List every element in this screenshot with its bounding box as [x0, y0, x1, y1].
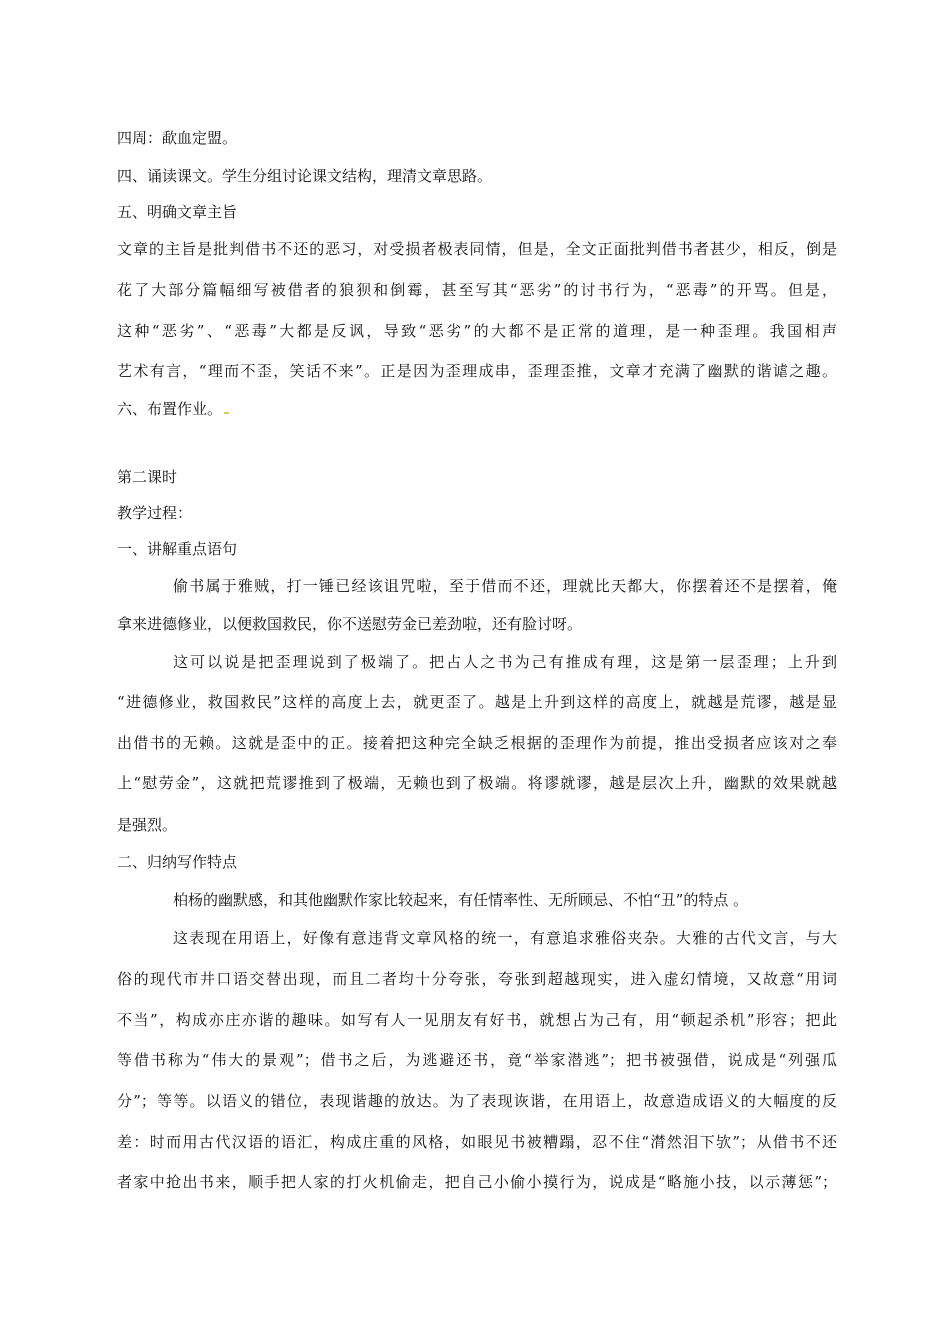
text-line: 俗的现代市井口语交替出现，而且二者均十分夸张，夸张到超越现实，进入虚幻情境，又故意“用词	[117, 970, 837, 988]
text-line: 这种“恶劣”、“恶毒”大都是反讽，导致“恶劣”的大都不是正常的道理，是一种歪理。我国相声	[117, 322, 837, 340]
text-line: “进德修业，救国救民”这样的高度上去，就更歪了。越是上升到这样的高度上，就越是荒谬，越是显	[117, 693, 837, 711]
text-line: 者家中抢出书来，顺手把人家的打火机偷走，把自己小偷小摸行为，说成是“略施小技，以示薄惩”；	[117, 1173, 837, 1191]
quote-line: 偷书属于雅贼，打一锤已经该诅咒啦，至于借而不还，理就比天都大，你摆着还不是摆着，俺	[173, 577, 837, 595]
text-line: 分”；等等。以语义的错位，表现谐趣的放达。为了表现诙谐，在用语上，故意造成语义的大幅度的反	[117, 1092, 837, 1110]
text-line: 四、诵读课文。学生分组讨论课文结构，理清文章思路。	[117, 167, 493, 185]
text-line: 这表现在用语上，好像有意违背文章风格的统一，有意追求雅俗夹杂。大雅的古代文言，与大	[173, 929, 837, 947]
quote-line: 拿来进德修业，以便救国救民，你不送慰劳金已差劲啦，还有脸讨呀。	[117, 615, 583, 633]
text-line: 上“慰劳金”，这就把荒谬推到了极端，无赖也到了极端。将谬就谬，越是层次上升，幽默的效果就越	[117, 774, 837, 792]
section-heading	[117, 399, 837, 419]
text-line: 文章的主旨是批判借书不还的恶习，对受损者极表同情，但是，全文正面批判借书者甚少，相反，倒是	[117, 240, 837, 258]
text-line: 四周：歃血定盟。	[117, 129, 238, 147]
text-line: 是强烈。	[117, 816, 178, 834]
section-heading: 一、讲解重点语句	[117, 540, 238, 558]
section-heading: 二、归纳写作特点	[117, 853, 238, 871]
lesson-title: 第二课时	[117, 468, 178, 486]
text-span: 六、布置作业。	[117, 400, 223, 418]
text-line: 等借书称为“伟大的景观”；借书之后，为逃避还书，竟“举家潜逃”；把书被强借，说成是“列强瓜	[117, 1051, 837, 1069]
text-line: 这可以说是把歪理说到了极端了。把占人之书为己有推成有理，这是第一层歪理；上升到	[173, 653, 837, 671]
section-heading: 五、明确文章主旨	[117, 203, 238, 221]
text-line: 出借书的无赖。这就是歪中的正。接着把这种完全缺乏根据的歪理作为前提，推出受损者应该对之奉	[117, 734, 837, 752]
text-line: 柏杨的幽默感，和其他幽默作家比较起来，有任情率性、无所顾忌、不怕“丑”的特点 。	[173, 891, 749, 909]
text-line: 差：时而用古代汉语的语汇，构成庄重的风格，如眼见书被糟蹋，忍不住“潸然泪下欤”；从借书不还	[117, 1133, 837, 1151]
text-line: 教学过程：	[117, 504, 193, 522]
text-line: 不当”，构成亦庄亦谐的趣味。如写有人一见朋友有好书，就想占为己有，用“顿起杀机”形容；把此	[117, 1011, 837, 1029]
text-line: 花了大部分篇幅细写被借者的狼狈和倒霉，甚至写其“恶劣”的讨书行为，“恶毒”的开骂。但是，	[117, 281, 837, 299]
edit-mark	[224, 412, 229, 414]
text-line: 艺术有言，“理而不歪，笑话不来”。正是因为歪理成串，歪理歪推，文章才充满了幽默的谐谑之趣。	[117, 362, 837, 380]
